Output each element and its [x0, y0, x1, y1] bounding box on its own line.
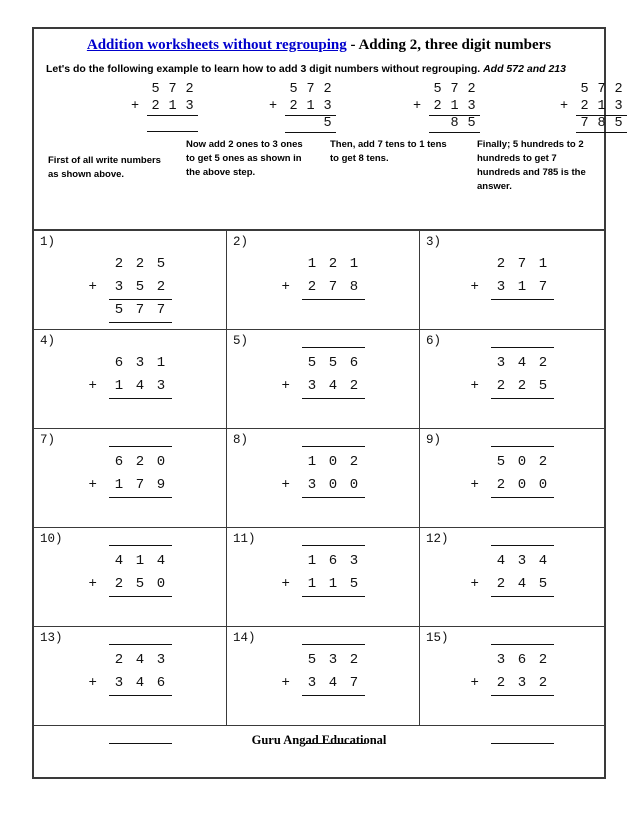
problem-addend2: 2 3 2 — [491, 672, 554, 696]
problem-addend1: 6 3 1 — [114, 355, 166, 371]
problem-grid — [34, 231, 604, 726]
plus-sign: + — [281, 477, 290, 493]
problem-addend2: 3 1 7 — [491, 276, 554, 300]
problem-sum — [34, 649, 226, 744]
example-partial-3: 8 5 — [429, 115, 480, 133]
problem-addend2: 2 0 0 — [491, 474, 554, 498]
example-step-2 — [186, 81, 336, 180]
answer-rule — [282, 718, 365, 744]
plus-sign: + — [470, 675, 479, 691]
problem-addend2: 3 4 6 — [109, 672, 172, 696]
example-sum-2 — [186, 81, 336, 132]
problem-cell — [420, 429, 604, 528]
problem-answer[interactable]: 5 7 7 — [109, 299, 172, 323]
problem-addend1: 5 0 2 — [496, 454, 548, 470]
intro-text: Let's do the following example to learn how to add 3 digit numbers without regrouping. — [46, 63, 484, 75]
problem-number: 12) — [426, 532, 449, 546]
plus-sign: + — [88, 279, 97, 295]
problem-addend2: 3 4 7 — [302, 672, 365, 696]
example-caption-1: First of all write numbers as shown above. — [48, 155, 161, 180]
example-plus-4: + — [560, 99, 569, 114]
example-addend2-1: 2 1 3 — [147, 98, 198, 116]
example-plus-3: + — [413, 99, 422, 114]
example-addend1-1: 5 7 2 — [151, 82, 194, 97]
problem-addend1: 3 6 2 — [496, 652, 548, 668]
problem-addend1: 5 5 6 — [307, 355, 359, 371]
problem-number: 2) — [233, 235, 249, 249]
example-sum-1 — [48, 81, 198, 132]
problem-number: 4) — [40, 334, 56, 348]
problem-addend2: 1 1 5 — [302, 573, 365, 597]
problem-cell — [34, 231, 227, 330]
plus-sign: + — [88, 378, 97, 394]
plus-sign: + — [470, 378, 479, 394]
example-plus-2: + — [269, 99, 278, 114]
problem-addend1: 6 2 0 — [114, 454, 166, 470]
plus-sign: + — [88, 477, 97, 493]
problem-cell — [420, 231, 604, 330]
problem-number: 13) — [40, 631, 63, 645]
plus-sign: + — [470, 576, 479, 592]
problem-cell — [34, 528, 227, 627]
problem-cell — [227, 528, 420, 627]
problem-cell — [227, 429, 420, 528]
worksheet-page — [32, 27, 623, 779]
problem-cell — [227, 231, 420, 330]
problem-number: 5) — [233, 334, 249, 348]
plus-sign: + — [88, 675, 97, 691]
problem-sum — [34, 253, 226, 322]
problem-addend1: 1 2 1 — [307, 256, 359, 272]
example-caption-3: Then, add 7 tens to 1 tens to get 8 tens. — [330, 139, 447, 164]
problem-number: 3) — [426, 235, 442, 249]
problem-number: 14) — [233, 631, 256, 645]
problem-number: 8) — [233, 433, 249, 447]
page-title-link[interactable]: Addition worksheets without regrouping — [86, 37, 347, 53]
plus-sign: + — [470, 279, 479, 295]
problem-addend1: 4 3 4 — [496, 553, 548, 569]
example-addend2-2: 2 1 3 — [285, 98, 336, 116]
problem-cell — [34, 627, 227, 726]
example-step-1 — [48, 81, 198, 182]
example-partial-4: 7 8 5 — [576, 115, 627, 133]
problem-addend2: 3 4 2 — [302, 375, 365, 399]
problem-addend2: 1 7 9 — [109, 474, 172, 498]
example-caption-4: Finally; 5 hundreds to 2 hundreds to get 7 hundreds and 785 is the answer. — [477, 139, 586, 192]
example-answer-rule-1 — [48, 115, 198, 132]
example-addend1-4: 5 7 2 — [580, 82, 623, 97]
problem-addend1: 2 2 5 — [114, 256, 166, 272]
problem-addend2: 3 0 0 — [302, 474, 365, 498]
problem-cell — [227, 330, 420, 429]
problem-number: 7) — [40, 433, 56, 447]
problem-addend1: 4 1 4 — [114, 553, 166, 569]
example-addend2-4: 2 1 3 — [576, 98, 627, 116]
problem-cell — [227, 627, 420, 726]
plus-sign: + — [281, 576, 290, 592]
plus-sign: + — [470, 477, 479, 493]
problem-addend1: 2 7 1 — [496, 256, 548, 272]
example-caption-2: Now add 2 ones to 3 ones to get 5 ones as shown in the above step. — [186, 139, 303, 178]
problem-addend2: 1 4 3 — [109, 375, 172, 399]
problem-sum — [420, 649, 604, 744]
problem-addend2: 2 7 8 — [302, 276, 365, 300]
problem-addend1: 2 4 3 — [114, 652, 166, 668]
problem-number: 1) — [40, 235, 56, 249]
example-sum-4 — [477, 81, 627, 132]
problem-addend2: 2 2 5 — [491, 375, 554, 399]
plus-sign: + — [281, 378, 290, 394]
problem-addend1: 1 6 3 — [307, 553, 359, 569]
problem-addend1: 1 0 2 — [307, 454, 359, 470]
example-partial-2: 5 — [285, 115, 336, 133]
problem-addend2: 3 5 2 — [109, 276, 172, 300]
example-step-3 — [330, 81, 480, 166]
problem-number: 9) — [426, 433, 442, 447]
intro-emphasis: Add 572 and 213 — [483, 63, 566, 75]
plus-sign: + — [88, 576, 97, 592]
problem-number: 10) — [40, 532, 63, 546]
page-title — [44, 37, 594, 54]
example-plus-1: + — [131, 99, 140, 114]
problem-cell — [420, 528, 604, 627]
intro-instruction — [44, 63, 594, 75]
problem-cell — [34, 330, 227, 429]
example-sum-3 — [330, 81, 480, 132]
plus-sign: + — [281, 279, 290, 295]
worksheet-header — [34, 29, 604, 81]
answer-rule — [471, 718, 554, 744]
problem-number: 15) — [426, 631, 449, 645]
example-addend1-3: 5 7 2 — [433, 82, 476, 97]
problem-sum — [227, 649, 419, 744]
problem-addend1: 5 3 2 — [307, 652, 359, 668]
example-addend2-3: 2 1 3 — [429, 98, 480, 116]
problem-number: 6) — [426, 334, 442, 348]
problem-number: 11) — [233, 532, 256, 546]
problem-cell — [420, 627, 604, 726]
example-walkthrough — [34, 81, 623, 231]
example-addend1-2: 5 7 2 — [289, 82, 332, 97]
footer-credit: Guru Angad Educational — [251, 733, 387, 747]
problem-addend2: 2 5 0 — [109, 573, 172, 597]
problem-addend2: 2 4 5 — [491, 573, 554, 597]
problem-cell — [34, 429, 227, 528]
problem-addend1: 3 4 2 — [496, 355, 548, 371]
plus-sign: + — [281, 675, 290, 691]
example-step-4 — [477, 81, 627, 194]
problem-cell — [420, 330, 604, 429]
page-title-suffix: - Adding 2, three digit numbers — [346, 37, 552, 53]
answer-rule — [89, 718, 172, 744]
